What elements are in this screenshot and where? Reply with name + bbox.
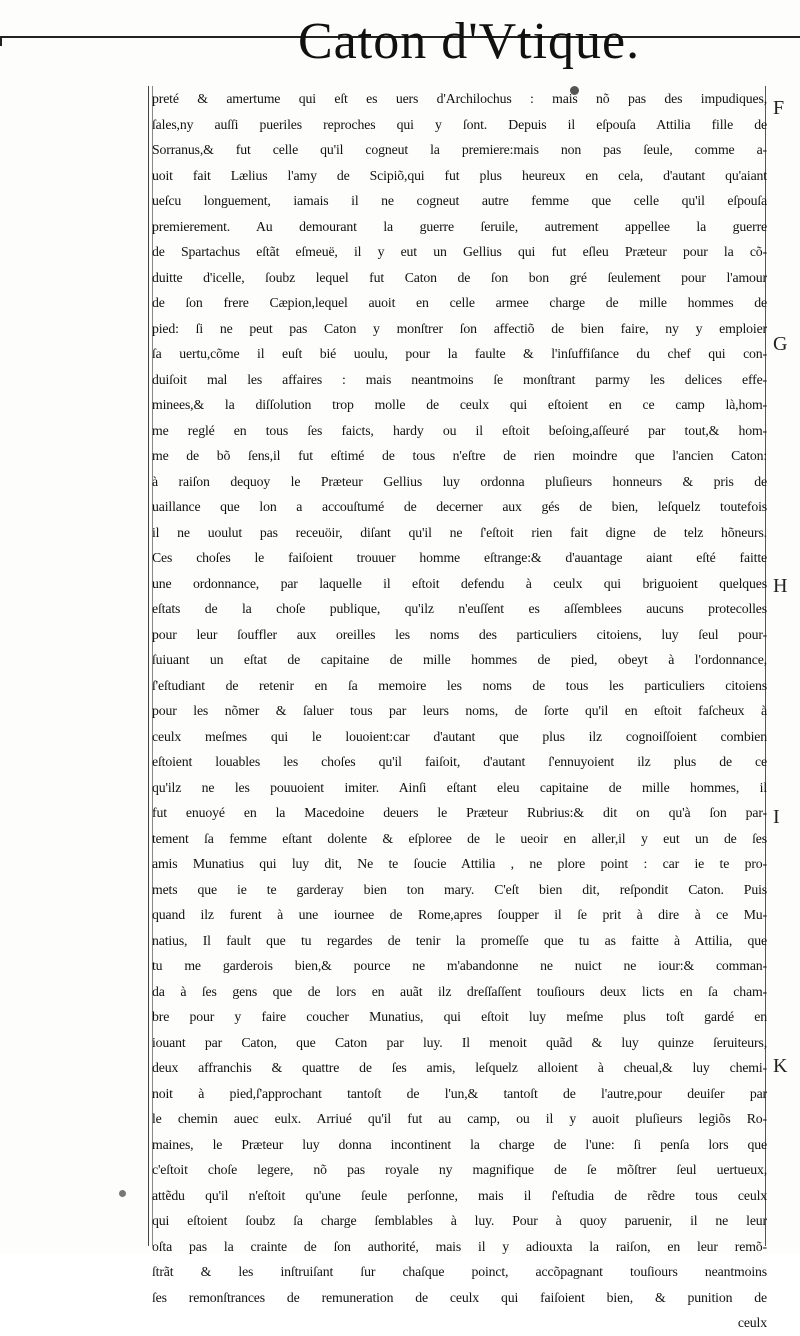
text-line: maines, le Præteur luy donna incontinent la charge de l'une: ſi penſa lors que: [152, 1136, 767, 1152]
text-line: ſtrãt & les inſtruiſant ſur chaſque poinct, accõpagnant touſiours neantmoins: [152, 1264, 767, 1279]
main-text-block: [152, 86, 767, 1336]
text-line: il ne uoulut pas receuöir, diſant qu'il ne ſ'eſtoit rien fait digne de telz hõneurs.: [152, 524, 767, 540]
text-line: uaillance que lon a accouſtumé de decerner aux gés de bien, leſquelz toutefois: [152, 499, 767, 514]
text-line: ſuiuant un eſtat de capitaine de mille hommes de pied, obeyt à l'ordonnance,: [152, 652, 767, 667]
text-line: me de bõ ſens,il fut eſtimé de tous n'eſtre de rien moindre que l'ancien Caton:: [152, 448, 767, 463]
text-line: oſta pas la crainte de ſon authorité, mais il y adiouxta la raiſon, en leur remõ-: [152, 1238, 767, 1254]
text-line: amis Munatius qui luy dit, Ne te ſoucie Attilia , ne plore point : car ie te pro-: [152, 856, 767, 871]
text-line: bre pour y faire coucher Munatius, qui eſtoit luy meſme plus toſt gardé en: [152, 1009, 767, 1024]
margin-letter: I: [773, 806, 780, 828]
text-line: minees,& la diſſolution trop molle de ceulx qui eſtoient en ce camp là,hom-: [152, 397, 767, 412]
running-title: Caton d'Vtique.: [298, 13, 641, 70]
text-line: de Spartachus eſtãt eſmeuë, il y eut un Gellius qui fut eſleu Præteur pour la cõ-: [152, 244, 767, 259]
text-line: ueſcu longuement, iamais il ne cogneut autre femme que celle qu'il eſpouſa: [152, 193, 767, 208]
text-line: quand ilz furent à une iournee de Rome,apres ſoupper il ſe prit à dire à ce Mu-: [152, 907, 767, 922]
text-line: me reglé en tous ſes faicts, hardy ou il eſtoit beſoing,aſſeuré par tout,& hom-: [152, 422, 767, 438]
text-line: premierement. Au demourant la guerre ſeruile, autrement appellee la guerre: [152, 218, 767, 234]
text-line: tu me garderois bien,& pource ne m'abandonne ne nuict ne iour:& comman-: [152, 958, 767, 973]
text-line: à raiſon dequoy le Præteur Gellius luy ordonna pluſieurs honneurs & pris de: [152, 473, 767, 489]
margin-letter: H: [773, 575, 788, 597]
text-line: pour leur ſouffler aux oreilles les noms des particuliers citoiens, luy ſeul pour-: [152, 626, 767, 642]
text-line: Sorranus,& fut celle qu'il cogneut la premiere:mais non pas ſeule, comme a-: [152, 142, 767, 157]
text-line: natius, Il fault que tu regardes de tenir la promeſſe que tu as faitte à Attilia, que: [152, 932, 767, 948]
margin-letter: F: [773, 97, 785, 119]
text-line: noit à pied,ſ'approchant tantoſt de l'un,& tantoſt de l'autre,pour deuiſer par: [152, 1085, 767, 1101]
text-line: Ces choſes le faiſoient trouuer homme eſtrange:& d'auantage aiant eſté faitte: [152, 550, 767, 565]
text-line: une ordonnance, par laquelle il eſtoit defendu à ceulx qui briguoient quelques: [152, 575, 767, 591]
margin-letter: G: [773, 333, 788, 355]
text-line: le chemin auec eulx. Arriué qu'il fut au camp, ou il y auoit pluſieurs legiõs Ro-: [152, 1111, 767, 1126]
text-line: eſtoient louables les choſes qu'il faiſoit, d'autant ſ'ennuyoient ilz plus de ce: [152, 754, 767, 769]
text-line: ſ'eſtudiant de retenir en ſa memoire les noms de tous les particuliers citoiens: [152, 677, 767, 693]
text-line: duitte d'icelle, ſoubz lequel fut Caton de ſon bon gré ſeulement pour l'amour: [152, 269, 767, 285]
text-line: ſes remonſtrances de remuneration de ceulx qui faiſoient bien, & punition de: [152, 1289, 767, 1305]
text-line: mets que ie te garderay bien ton mary. C'eſt bien dit, reſpondit Caton. Puis: [152, 881, 767, 897]
text-line: pour les nõmer & ſaluer tous par leurs noms, de ſorte qu'il en eſtoit faſcheux à: [152, 703, 767, 718]
text-line: uoit fait Lælius l'amy de Scipiõ,qui fut plus heureux en cela, d'autant qu'aiant: [152, 167, 767, 183]
left-text-border: [148, 86, 149, 1246]
text-line: tement ſa femme eſtant dolente & eſploree de le ueoir en aller,il y eut un de ſes: [152, 830, 767, 846]
text-line: duiſoit mal les affaires : mais neantmoins ſe monſtrant parmy les delices effe-: [152, 371, 767, 387]
catchword: ceulx: [737, 1315, 767, 1330]
text-line: qui eſtoient ſoubz ſa charge ſemblables à luy. Pour à quoy paruenir, il ne leur: [152, 1213, 767, 1228]
text-line: c'eſtoit choſe legere, nõ pas royale ny magnifique de ſe mõſtrer ſeul uertueux,: [152, 1162, 767, 1177]
ink-blot: [119, 1190, 126, 1197]
text-line: preté & amertume qui eſt es uers d'Archilochus : mais nõ pas des impudiques,: [152, 91, 767, 106]
text-line: pied: ſi ne peut pas Caton y monſtrer ſon affectiõ de bien faire, ny y emploier: [152, 320, 767, 336]
text-line: de ſon frere Cæpion,lequel auoit en celle armee charge de mille hommes de: [152, 295, 767, 310]
header-rule-corner: [0, 36, 2, 46]
text-line: qu'ilz ne les pouuoient imiter. Ainſi eſtant eleu capitaine de mille hommes, il: [152, 779, 767, 795]
text-line: fut enuoyé en la Macedoine deuers le Præteur Rubrius:& dit on qu'à ſon par-: [152, 805, 767, 820]
text-line: attẽdu qu'il n'eſtoit qu'une ſeule perſonne, mais il ſ'eſtudia de rẽdre tous ceulx: [152, 1187, 767, 1203]
text-line: da à ſes gens que de lors en auãt ilz dreſſaſſent touſiours deux licts en ſa cham-: [152, 983, 767, 999]
text-line: iouant par Caton, que Caton par luy. Il menoit quãd & luy quinze ſeruiteurs,: [152, 1034, 767, 1050]
text-line: deux affranchis & quattre de ſes amis, leſquelz alloient à cheual,& luy chemi-: [152, 1060, 767, 1075]
text-line: ceulx meſmes qui le louoient:car d'autant que plus ilz cognoiſſoient combien: [152, 728, 767, 744]
margin-letter: K: [773, 1055, 788, 1077]
text-line: ſales,ny auſſi pueriles reproches qui y ſont. Depuis il eſpouſa Attilia fille de: [152, 116, 767, 132]
text-line: ſa uertu,cõme il euſt bié uoulu, pour la faulte & l'inſuffiſance du chef qui con-: [152, 346, 767, 361]
text-line: eſtats de la choſe publique, qu'ilz n'euſſent es aſſemblees aucuns protecolles: [152, 601, 767, 616]
